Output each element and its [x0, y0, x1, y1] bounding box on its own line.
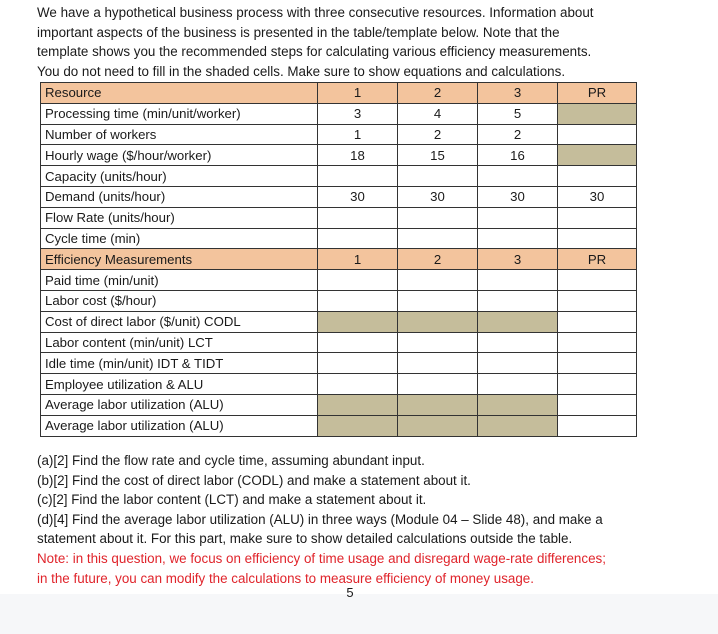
table-cell: [398, 332, 478, 353]
table-row: [41, 332, 637, 353]
row-label: Processing time (min/unit/worker): [41, 103, 318, 124]
table-row: [41, 124, 637, 145]
shaded-cell: [318, 415, 398, 436]
table-cell: [318, 374, 398, 395]
table-cell: [478, 290, 558, 311]
intro-line: We have a hypothetical business process with three consecutive resources. Information about: [37, 5, 594, 20]
row-label: Cost of direct labor ($/unit) CODL: [41, 311, 318, 332]
shaded-cell: [398, 311, 478, 332]
table-cell: [398, 353, 478, 374]
table-row: [41, 145, 637, 166]
row-label: Cycle time (min): [41, 228, 318, 249]
question-line: (d)[4] Find the average labor utilization (ALU) in three ways (Module 04 – Slide 48), and make a: [37, 511, 603, 527]
table-cell: [478, 270, 558, 291]
table-cell: [558, 207, 637, 228]
intro-paragraph: [37, 3, 687, 81]
table-cell: [398, 374, 478, 395]
table-cell: 2: [478, 124, 558, 145]
note-line: in the future, you can modify the calculations to measure efficiency of money usage.: [37, 570, 534, 586]
table-row: [41, 394, 637, 415]
shaded-cell: [558, 103, 637, 124]
table-cell: 30: [318, 186, 398, 207]
table-cell: [558, 270, 637, 291]
table-cell: 30: [398, 186, 478, 207]
table-cell: 1: [318, 124, 398, 145]
table-row: [41, 374, 637, 395]
table-cell: [558, 353, 637, 374]
table-cell: 30: [478, 186, 558, 207]
shaded-cell: [558, 145, 637, 166]
table-row: [41, 166, 637, 187]
row-label: Efficiency Measurements: [41, 249, 318, 270]
table-cell: [558, 332, 637, 353]
table-cell: [558, 124, 637, 145]
table-cell: 3: [478, 249, 558, 270]
table-cell: [318, 166, 398, 187]
table-cell: 30: [558, 186, 637, 207]
row-label: Average labor utilization (ALU): [41, 394, 318, 415]
table-cell: [398, 228, 478, 249]
table-cell: 3: [318, 103, 398, 124]
table-cell: 2: [398, 83, 478, 104]
shaded-cell: [478, 311, 558, 332]
shaded-cell: [478, 415, 558, 436]
row-label: Labor cost ($/hour): [41, 290, 318, 311]
table-cell: [318, 207, 398, 228]
table-cell: [558, 166, 637, 187]
row-label: Resource: [41, 83, 318, 104]
table-cell: [558, 394, 637, 415]
table-cell: [318, 290, 398, 311]
table-cell: [558, 311, 637, 332]
row-label: Flow Rate (units/hour): [41, 207, 318, 228]
question-line: (b)[2] Find the cost of direct labor (CODL) and make a statement about it.: [37, 472, 471, 488]
table-cell: [318, 332, 398, 353]
table-cell: [558, 290, 637, 311]
table-row: [41, 228, 637, 249]
row-label: Hourly wage ($/hour/worker): [41, 145, 318, 166]
table-cell: 18: [318, 145, 398, 166]
question-line: (a)[2] Find the flow rate and cycle time, assuming abundant input.: [37, 453, 425, 468]
row-label: Number of workers: [41, 124, 318, 145]
shaded-cell: [318, 311, 398, 332]
row-label: Demand (units/hour): [41, 186, 318, 207]
table-cell: [318, 270, 398, 291]
row-label: Capacity (units/hour): [41, 166, 318, 187]
table-cell: 2: [398, 124, 478, 145]
intro-line: You do not need to fill in the shaded cells. Make sure to show equations and calculations.: [37, 63, 566, 79]
row-label: Labor content (min/unit) LCT: [41, 332, 318, 353]
intro-line: template shows you the recommended steps for calculating various efficiency measurements.: [37, 44, 592, 60]
table-row: [41, 290, 637, 311]
table-cell: 4: [398, 103, 478, 124]
table-cell: 16: [478, 145, 558, 166]
table-header-row-resource: [41, 83, 637, 104]
table-cell: PR: [558, 83, 637, 104]
table-row: [41, 311, 637, 332]
table-cell: 5: [478, 103, 558, 124]
question-list: [37, 451, 687, 588]
row-label: Employee utilization & ALU: [41, 374, 318, 395]
row-label: Idle time (min/unit) IDT & TIDT: [41, 353, 318, 374]
page-bottom-margin: [0, 594, 718, 634]
row-label: Paid time (min/unit): [41, 270, 318, 291]
table-cell: [478, 166, 558, 187]
table-cell: 1: [318, 83, 398, 104]
shaded-cell: [398, 394, 478, 415]
table-cell: [318, 228, 398, 249]
table-cell: [558, 374, 637, 395]
table-row: [41, 270, 637, 291]
question-line: (c)[2] Find the labor content (LCT) and make a statement about it.: [37, 492, 427, 508]
page-number: 5: [346, 585, 354, 600]
table-row: [41, 415, 637, 436]
row-label: Average labor utilization (ALU): [41, 415, 318, 436]
table-cell: [398, 290, 478, 311]
table-cell: [478, 207, 558, 228]
table-header-row-efficiency: [41, 249, 637, 270]
shaded-cell: [398, 415, 478, 436]
table-row: [41, 186, 637, 207]
table-cell: [558, 415, 637, 436]
question-line: statement about it. For this part, make sure to show detailed calculations outside the table.: [37, 531, 573, 547]
table-cell: [478, 228, 558, 249]
intro-line: important aspects of the business is presented in the table/template below. Note that the: [37, 24, 560, 40]
table-cell: [478, 353, 558, 374]
table-cell: PR: [558, 249, 637, 270]
table-row: [41, 353, 637, 374]
table-cell: [478, 332, 558, 353]
table-cell: [398, 270, 478, 291]
shaded-cell: [318, 394, 398, 415]
table-cell: [478, 374, 558, 395]
table-cell: 15: [398, 145, 478, 166]
efficiency-template-table: [40, 82, 637, 437]
shaded-cell: [478, 394, 558, 415]
table-row: [41, 207, 637, 228]
table-cell: 2: [398, 249, 478, 270]
table-cell: [558, 228, 637, 249]
table-cell: 3: [478, 83, 558, 104]
table-cell: [398, 166, 478, 187]
table-row: [41, 103, 637, 124]
table-cell: [398, 207, 478, 228]
note-line: Note: in this question, we focus on efficiency of time usage and disregard wage-rate differences;: [37, 550, 606, 566]
table-cell: 1: [318, 249, 398, 270]
table-cell: [318, 353, 398, 374]
